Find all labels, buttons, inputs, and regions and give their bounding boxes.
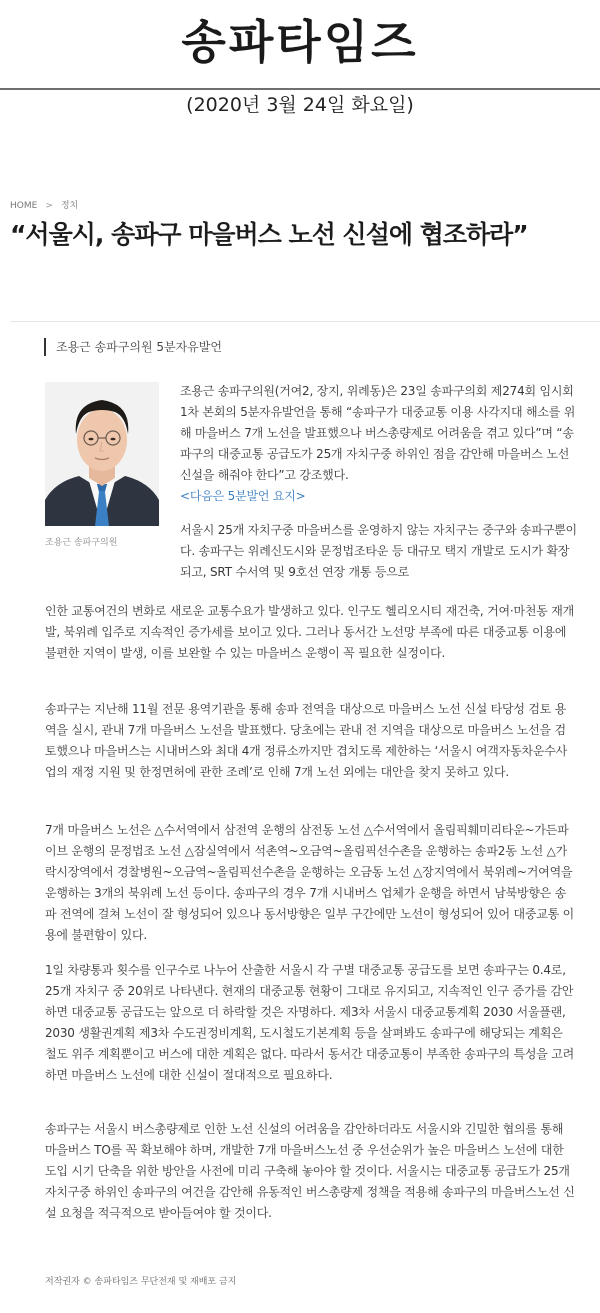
header-divider xyxy=(10,321,600,322)
reporter-photo xyxy=(45,382,159,526)
article-paragraph-3: 7개 마을버스 노선은 △수서역에서 삼전역 운행의 삼전동 노선 △수서역에서 올림픽훼미리타운~가든파이브 운행의 문정법조 노선 △잠실역에서 석촌역~오금역~올림픽선수촌을 운행하는 송파2동 노선 △가락시장역에서 경찰병원~오금역~올림픽선수촌을 운행하는 오금동 노선 △장지역에서 북위례~거여역을 운행하는 3개의 북위례 노선 등이다. 송파구의 경우 7개 시내버스 업체가 운행을 하면서 남북방향은 송파 전역에 걸쳐 노선이 잘 형성되어 있으나 동서방향은 일부 구간에만 노선이 형성되어 있어 대중교통 이용에 불편함이 있다. xyxy=(45,823,575,942)
chevron-right-icon: > xyxy=(45,201,53,211)
photo-caption: 조용근 송파구의원 xyxy=(45,538,118,548)
article-paragraph-1a: 서울시 25개 자치구중 마을버스를 운영하지 않는 자치구는 중구와 송파구뿐이다. 송파구는 위례신도시와 문정법조타운 등 대규모 택지 개발로 도시가 확장되고, SRT 수서역 및 9호선 연장 개통 등으로 xyxy=(180,523,577,579)
masthead xyxy=(0,0,600,116)
article-subhead xyxy=(44,338,222,356)
masthead-divider xyxy=(0,88,600,90)
article-paragraph-1b: 인한 교통여건의 변화로 새로운 교통수요가 발생하고 있다. 인구도 헬리오시티 재건축, 거여·마천동 재개발, 북위례 입주로 지속적인 증가세를 보이고 있다. 그러나 동서간 노선망 부족에 따른 대중교통 이용에 불편한 지역이 발생, 이를 보완할 수 있는 마을버스 운행이 꼭 필요한 실정이다. xyxy=(45,604,575,660)
speech-summary-link[interactable]: <다음은 5분발언 요지> xyxy=(180,489,306,503)
breadcrumb xyxy=(10,200,78,212)
issue-date: (2020년 3월 24일 화요일) xyxy=(186,94,414,116)
subhead-text: 조용근 송파구의원 5분자유발언 xyxy=(56,340,222,354)
article-paragraph-2: 송파구는 지난해 11월 전문 용역기관을 통해 송파 전역을 대상으로 마을버스 노선 신설 타당성 검토 용역을 실시, 관내 7개 마을버스 노선을 발표했다. 당초에는 관내 전 지역을 대상으로 마을버스 노선을 검토했으나 마을버스는 시내버스와 최대 4개 정류소까지만 겹치도록 제한하는 ‘서울시 여객자동차운수사업의 재정 지원 및 한정면허에 관한 조례’로 인해 7개 노선 외에는 대안을 찾지 못하고 있다. xyxy=(45,702,568,779)
copyright-notice: 저작권자 © 송파타임즈 무단전재 및 재배포 금지 xyxy=(45,1277,237,1287)
article-paragraph-4: 1일 차량통과 횟수를 인구수로 나누어 산출한 서울시 각 구별 대중교통 공급도를 보면 송파구는 0.4로, 25개 자치구 중 20위로 나타낸다. 현재의 대중교통 현황이 그대로 유지되고, 지속적인 인구 증가를 감안하면 대중교통 공급도는 앞으로 더 하락할 것은 자명하다. 제3차 서울시 대중교통계획 2030 서울플랜, 2030 생활권계획 제3차 수도권정비계획, 도시철도기본계획 등을 살펴봐도 송파구에 해당되는 계획은 철도 위주 계획뿐이고 버스에 대한 계획은 없다. 따라서 동서간 대중교통이 부족한 송파구의 특성을 고려하면 마을버스 노선에 대한 신설이 절대적으로 필요하다. xyxy=(45,963,575,1082)
portrait-image xyxy=(45,382,159,526)
article-intro xyxy=(180,381,580,507)
intro-text: 조용근 송파구의원(거여2, 장지, 위례동)은 23일 송파구의회 제274회 임시회 1차 본회의 5분자유발언을 통해 “송파구가 대중교통 이용 사각지대 해소를 위해 마을버스 7개 노선을 발표했으나 버스총량제로 어려움을 겪고 있다”며 “송파구의 대중교통 공급도가 25개 자치구중 하위인 점을 감안해 마을버스 노선 신설을 해줘야 한다”고 강조했다. xyxy=(180,384,576,482)
breadcrumb-home-link[interactable]: HOME xyxy=(10,201,38,211)
breadcrumb-section-link[interactable]: 정치 xyxy=(60,201,79,211)
article-paragraph-5: 송파구는 서울시 버스총량제로 인한 노선 신설의 어려움을 감안하더라도 서울시와 긴밀한 협의를 통해 마을버스 TO를 꼭 확보해야 하며, 개발한 7개 마을버스노선 중 우선순위가 높은 마을버스 노선에 대한 도입 시기 단축을 위한 방안을 사전에 미리 구축해 놓아야 할 것이다. 서울시는 대중교통 공급도가 25개 자치구중 하위인 송파구의 여건을 감안해 유동적인 버스총량제 정책을 적용해 송파구의 마을버스노선 신설 요청을 적극적으로 받아들여야 할 것이다. xyxy=(45,1122,575,1220)
article-headline: “서울시, 송파구 마을버스 노선 신설에 협조하라” xyxy=(10,220,528,249)
subhead-bar xyxy=(44,338,46,356)
newspaper-logo: 송파타임즈 xyxy=(181,15,419,69)
